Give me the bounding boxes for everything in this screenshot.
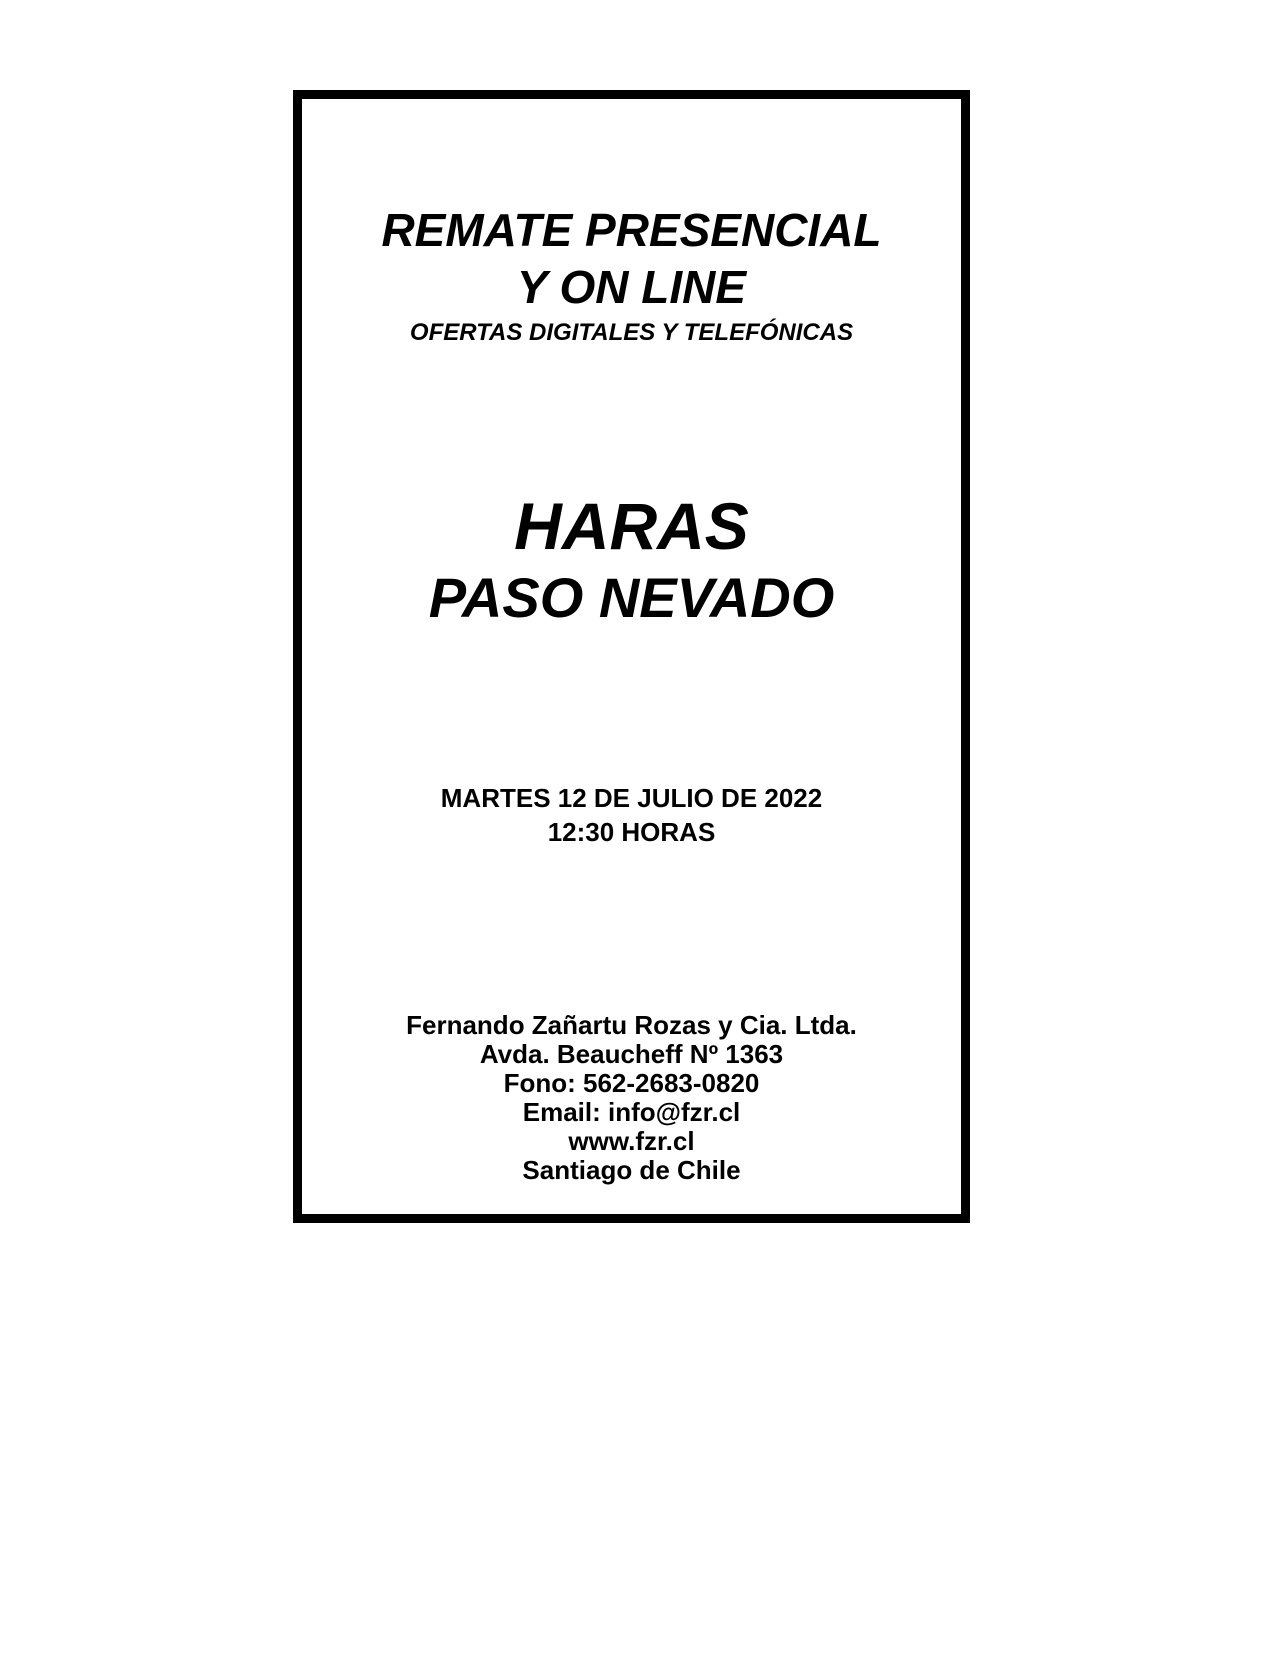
phone: Fono: 562-2683-0820	[503, 1068, 760, 1098]
title-line-2: Y ON LINE	[516, 261, 747, 313]
city: Santiago de Chile	[522, 1155, 741, 1185]
title-line-1: REMATE PRESENCIAL	[381, 204, 882, 256]
event-time: 12:30 HORAS	[547, 817, 716, 847]
event-date: MARTES 12 DE JULIO DE 2022	[440, 783, 823, 813]
website: www.fzr.cl	[568, 1126, 695, 1156]
address: Avda. Beaucheff Nº 1363	[479, 1039, 784, 1069]
email: Email: info@fzr.cl	[522, 1097, 741, 1127]
company-name: Fernando Zañartu Rozas y Cia. Ltda.	[406, 1010, 857, 1040]
cover-frame	[293, 90, 970, 1223]
name-line-1: HARAS	[514, 489, 749, 563]
subtitle: OFERTAS DIGITALES Y TELEFÓNICAS	[409, 319, 854, 346]
name-line-2: PASO NEVADO	[428, 566, 835, 629]
contact-block	[302, 1011, 961, 1185]
